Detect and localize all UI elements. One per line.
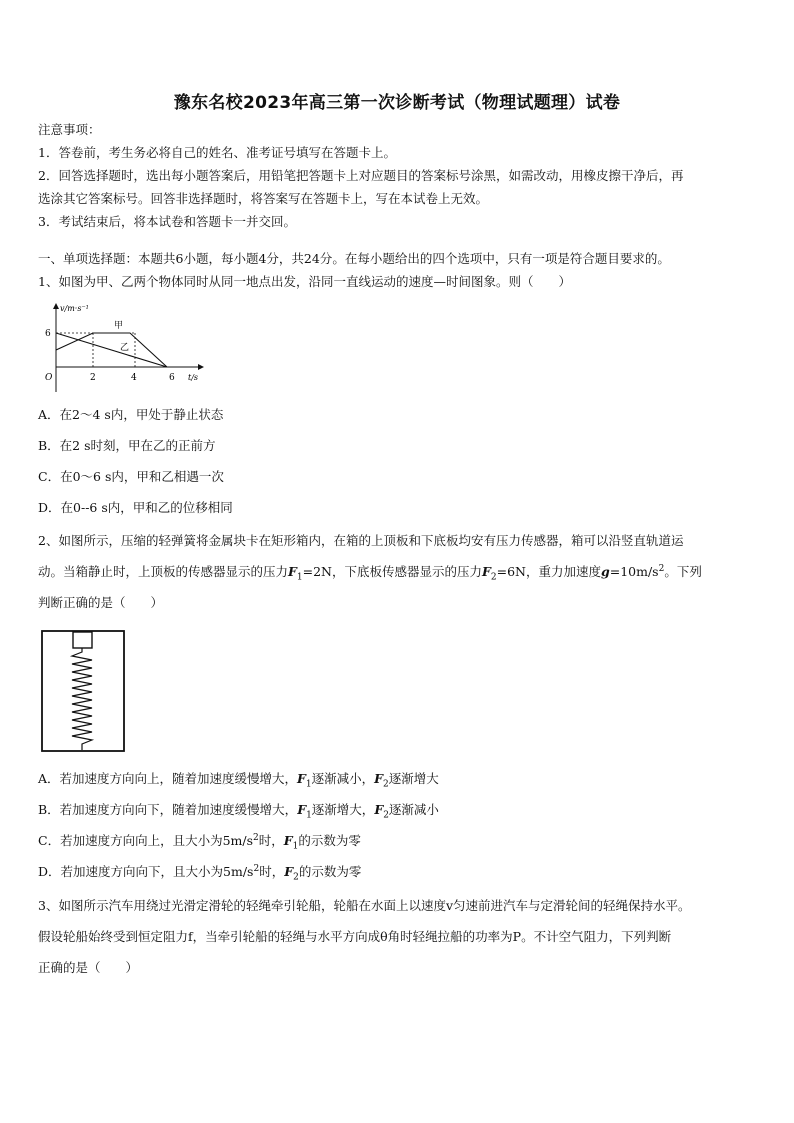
metal-block xyxy=(73,632,92,648)
q1-option-a: A．在2～4 s内，甲处于静止状态 xyxy=(38,407,224,422)
q2-option-b: B．若加速度方向向下，随着加速度缓慢增大，$F_1$逐渐增大，$F_2$逐渐减小 xyxy=(38,802,439,821)
q3-stem-line3: 正确的是（ ） xyxy=(38,960,139,975)
label-yi: 乙 xyxy=(120,343,130,353)
q2-spring-box-figure xyxy=(40,629,128,753)
notice-item-3: 3．考试结束后，将本试卷和答题卡一并交回。 xyxy=(38,214,296,229)
q2-option-c: C．若加速度方向向上，且大小为$5m/s^2$时，$F_1$的示数为零 xyxy=(38,832,361,852)
origin-label: O xyxy=(45,373,53,383)
x-tick-4: 4 xyxy=(131,373,137,383)
series-line-yi xyxy=(56,333,167,367)
y-tick-6: 6 xyxy=(45,329,51,339)
y-axis-label: v/m·s⁻¹ xyxy=(60,304,89,313)
notice-item-1: 1．答卷前，考生务必将自己的姓名、准考证号填写在答题卡上。 xyxy=(38,145,396,160)
q2-stem-line2: 动。当箱静止时，上顶板的传感器显示的压力$F_1=2N$，下底板传感器显示的压力$F_2=6N$，重力加速度$g=10m/s^2$。下列 xyxy=(38,563,702,583)
q2-option-d: D．若加速度方向向下，且大小为$5m/s^2$时，$F_2$的示数为零 xyxy=(38,863,362,883)
x-tick-2: 2 xyxy=(90,373,96,383)
q1-option-c: C．在0～6 s内，甲和乙相遇一次 xyxy=(38,469,224,484)
q1-option-b: B．在2 s时刻，甲在乙的正前方 xyxy=(38,438,216,453)
q3-stem-line2: 假设轮船始终受到恒定阻力f，当牵引轮船的轻绳与水平方向成θ角时轻绳拉船的功率为P。不计空气阻力，下列判断 xyxy=(38,929,672,944)
notice-heading: 注意事项： xyxy=(38,122,101,137)
section-heading: 一、单项选择题：本题共6小题，每小题4分，共24分。在每小题给出的四个选项中，只有一项是符合题目要求的。 xyxy=(38,251,670,266)
q3-stem-line1: 3、如图所示汽车用绕过光滑定滑轮的轻绳牵引轮船，轮船在水面上以速度v匀速前进汽车与定滑轮间的轻绳保持水平。 xyxy=(38,898,691,913)
notice-item-2: 2．回答选择题时，选出每小题答案后，用铅笔把答题卡上对应题目的答案标号涂黑，如需改动，用橡皮擦干净后，再 xyxy=(38,168,684,183)
q2-stem-line3: 判断正确的是（ ） xyxy=(38,595,164,610)
spring xyxy=(72,648,92,750)
notice-item-2-cont: 选涂其它答案标号。回答非选择题时，将答案写在答题卡上，写在本试卷上无效。 xyxy=(38,191,489,206)
q2-stem-line1: 2、如图所示，压缩的轻弹簧将金属块卡在矩形箱内，在箱的上顶板和下底板均安有压力传感器，箱可以沿竖直轨道运 xyxy=(38,533,684,548)
x-tick-6: 6 xyxy=(169,373,175,383)
q1-vt-graph xyxy=(38,300,208,395)
page-title: 豫东名校2023年高三第一次诊断考试（物理试题理）试卷 xyxy=(173,93,621,113)
q2-option-a: A．若加速度方向向上，随着加速度缓慢增大，$F_1$逐渐减小，$F_2$逐渐增大 xyxy=(38,771,439,790)
x-axis-label: t/s xyxy=(188,373,199,382)
label-jia: 甲 xyxy=(114,321,124,331)
q1-stem: 1、如图为甲、乙两个物体同时从同一地点出发，沿同一直线运动的速度—时间图象。则（ ） xyxy=(38,274,571,289)
q1-option-d: D．在0--6 s内，甲和乙的位移相同 xyxy=(38,500,233,515)
